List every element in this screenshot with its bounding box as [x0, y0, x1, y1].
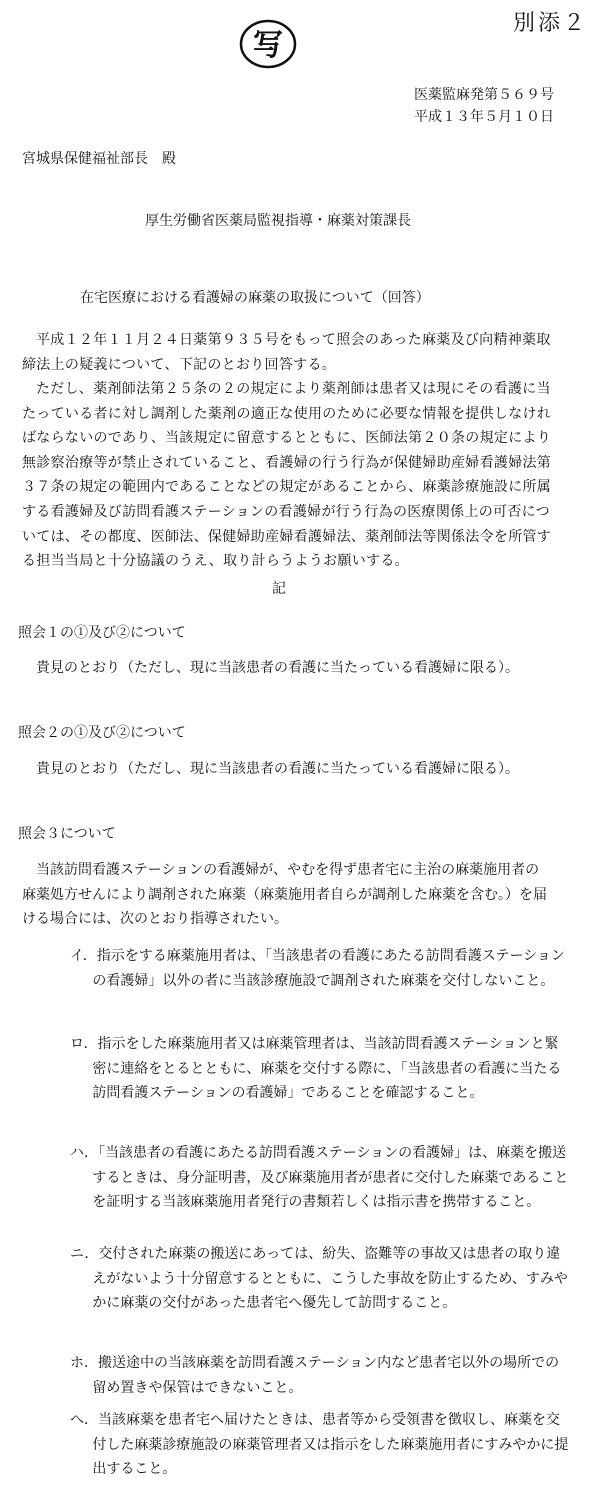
body-paragraph: ただし、薬剤師法第２５条の２の規定により薬剤師は患者又は現にその看護に当たっている者に対し調剤した薬剤の適正な使用のために必要な情報を提供しなければならないのであり、当該規定に留意するとともに、医師法第２０条の規定により無診察治療等が禁止されていること、看護婦の行う行為が保健婦助産婦看護婦法第３７条の規定の範囲内であることなどの規定があることから、麻薬診療施設に所属する看護婦及び訪問看護ステーションの看護婦が行う行為の医療関係上の可否については、その都度、医師法、保健婦助産婦看護婦法、薬剤師法等関係法令を所管する担当当局と十分協議のうえ、取り計らうようお願いする。 — [22, 381, 552, 570]
inquiry-answer: 貴見のとおり（ただし、現に当該患者の看護に当たっている看護婦に限る）。 — [36, 761, 519, 777]
attachment-label: 別添２ — [512, 11, 588, 36]
svg-text:写: 写 — [253, 28, 283, 63]
instruction-item: ホ．搬送途中の当該麻薬を訪問看護ステーション内など患者宅以外の場所での留め置きや保管はできないこと。 — [70, 1355, 560, 1396]
body-paragraph: 平成１２年１１月２４日薬第９３５号をもって照会のあった麻薬及び向精神薬取締法上の疑義について、下記のとおり回答する。 — [22, 332, 551, 373]
document-header — [414, 84, 554, 128]
instruction-item: へ．当該麻薬を患者宅へ届けたときは、患者等から受領書を徴収し、麻薬を交付した麻薬診療施設の麻薬管理者又は指示をした麻薬施用者にすみやかに提出すること。 — [70, 1412, 569, 1477]
instruction-item: イ．指示をする麻薬施用者は、「当該患者の看護にあたる訪問看護ステーションの看護婦」以外の者に当該診療施設で調剤された麻薬を交付しないこと。 — [70, 948, 565, 989]
instruction-item: ハ．「当該患者の看護にあたる訪問看護ステーションの看護婦」は、麻薬を搬送するときは、身分証明書，及び麻薬施用者が患者に交付した麻薬であることを証明する当該麻薬施用者発行の書類若しくは指示書を携帯すること。 — [70, 1145, 569, 1210]
instruction-item: ニ．交付された麻薬の搬送にあっては、紛失、盗難等の事故又は患者の取り違えがないよう十分留意するとともに、こうした事故を防止するため、すみやかに麻薬の交付があった患者宅へ優先して訪問すること。 — [70, 1246, 568, 1311]
inquiry-answer: 当該訪問看護ステーションの看護婦が、やむを得ず患者宅に主治の麻薬施用者の麻薬処方せんにより調剤された麻薬（麻薬施用者自らが調剤した麻薬を含む。）を届ける場合には、次のとおり指導されたい。 — [22, 862, 547, 928]
inquiry-answer: 貴見のとおり（ただし、現に当該患者の看護に当たっている看護婦に限る）。 — [36, 660, 519, 676]
ki-heading: 記 — [272, 581, 286, 597]
instruction-item: ロ．指示をした麻薬施用者又は麻薬管理者は、当該訪問看護ステーションと緊密に連絡をとるとともに、麻薬を交付する際に、「当該患者の看護に当たる訪問看護ステーションの看護婦」であることを確認すること。 — [70, 1036, 562, 1101]
inquiry-heading: 照会１の①及び②について — [18, 625, 186, 641]
sender: 厚生労働省医薬局監視指導・麻薬対策課長 — [145, 213, 411, 229]
inquiry-heading: 照会２の①及び②について — [18, 725, 186, 741]
addressee: 宮城県保健福祉部長 殿 — [22, 151, 176, 167]
document-number: 医薬監麻発第５６９号 — [414, 87, 554, 103]
seal-stamp-icon — [238, 18, 298, 70]
document-date: 平成１３年５月１０日 — [414, 109, 554, 125]
inquiry-heading: 照会３について — [18, 826, 116, 842]
subject-title: 在宅医療における看護婦の麻薬の取扱について（回答） — [80, 290, 430, 306]
